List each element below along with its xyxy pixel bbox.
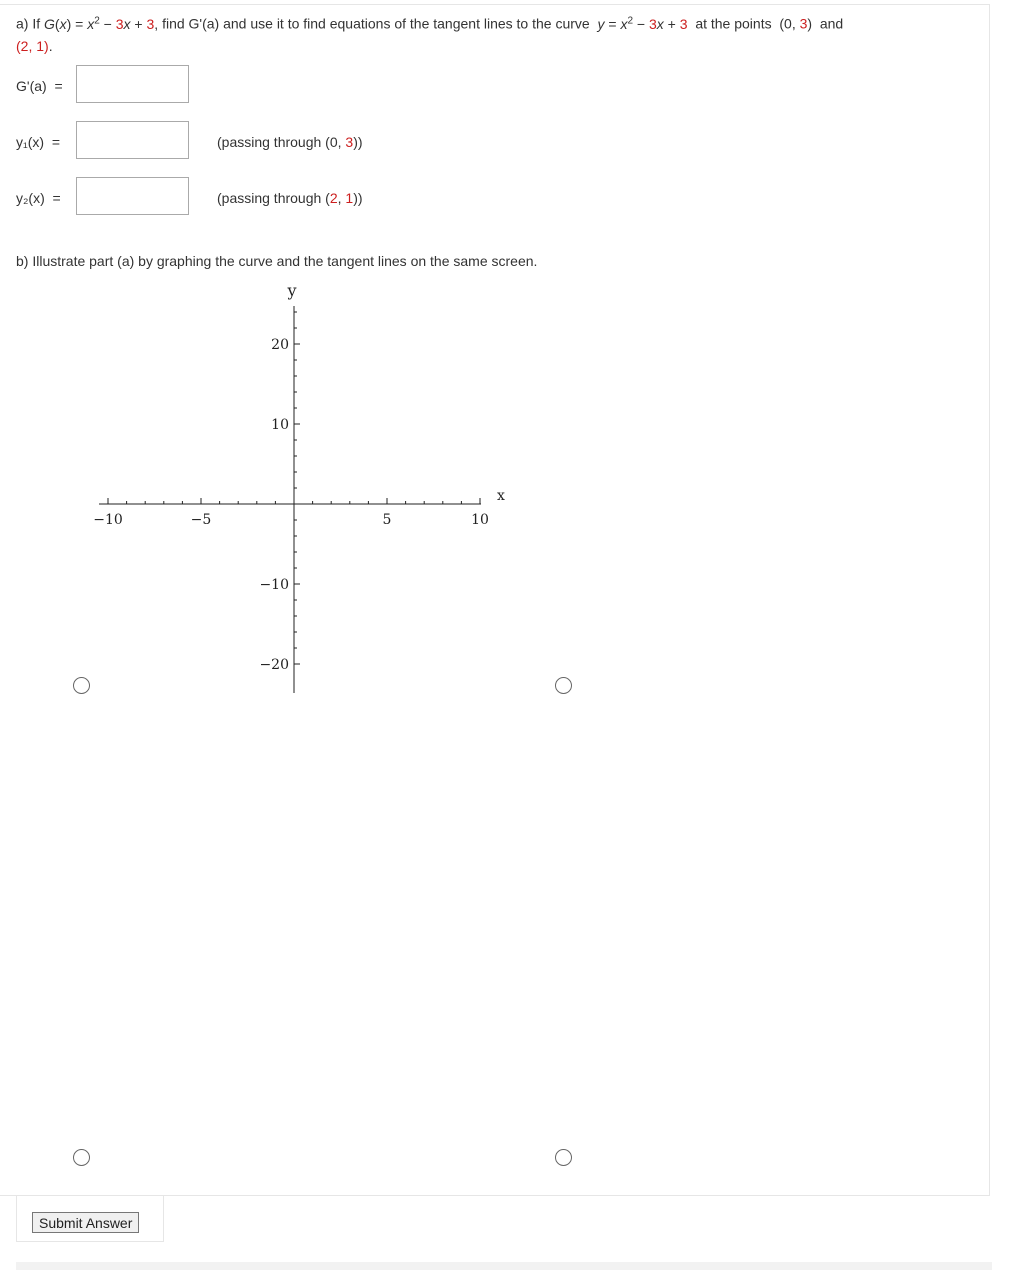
part-a-at: at the points: [695, 15, 772, 32]
function-definition: $G(x) = x^2 - 3x + 3$,: [44, 15, 163, 32]
gprime-input[interactable]: [76, 65, 189, 103]
y-tick-label: −20: [259, 657, 289, 673]
y-tick-label: 10: [271, 417, 289, 433]
point-1: (0, 3): [779, 15, 813, 32]
y-tick-label: 20: [271, 337, 289, 353]
question-line-2: [16, 38, 53, 54]
curve-expression: $y = x^2 - 3x + 3$: [597, 15, 688, 32]
x-tick-label: 5: [382, 512, 392, 528]
submit-answer-button[interactable]: Submit Answer: [32, 1212, 139, 1233]
and-word: and: [819, 15, 844, 32]
point-2: (2, 1): [16, 38, 49, 54]
radio-option-d[interactable]: [555, 1149, 572, 1166]
y2-label: y₂(x) =: [16, 190, 61, 206]
y2-input[interactable]: [76, 177, 189, 215]
x-axis-label: x: [497, 488, 505, 504]
part-b-text: b) Illustrate part (a) by graphing the curve and the tangent lines on the same screen.: [16, 253, 538, 269]
x-tick-label: −10: [93, 512, 123, 528]
part-a-text: find G'(a) and use it to find equations of the tangent lines to the curve: [162, 15, 590, 32]
radio-option-c[interactable]: [73, 1149, 90, 1166]
y-axis-label: y: [287, 281, 297, 300]
question-line-1: [16, 15, 843, 32]
graph-option-d: [560, 750, 1000, 1170]
next-question-edge: [16, 1262, 992, 1270]
x-tick-label: −5: [190, 512, 212, 528]
graph-option-a: [80, 278, 520, 698]
period: .: [48, 38, 53, 54]
graph-option-c: [80, 750, 520, 1170]
part-a-prefix: a) If: [16, 15, 41, 32]
x-tick-label: 10: [471, 512, 489, 528]
y-tick-label: −10: [259, 577, 289, 593]
graph-option-b: [560, 278, 1000, 698]
radio-option-b[interactable]: [555, 677, 572, 694]
y1-note: (passing through (0, 3)): [217, 134, 363, 150]
radio-option-a[interactable]: [73, 677, 90, 694]
y1-input[interactable]: [76, 121, 189, 159]
y1-label: y₁(x) =: [16, 134, 61, 150]
gprime-label: G'(a) =: [16, 78, 63, 94]
y2-note: (passing through (2, 1)): [217, 190, 363, 206]
